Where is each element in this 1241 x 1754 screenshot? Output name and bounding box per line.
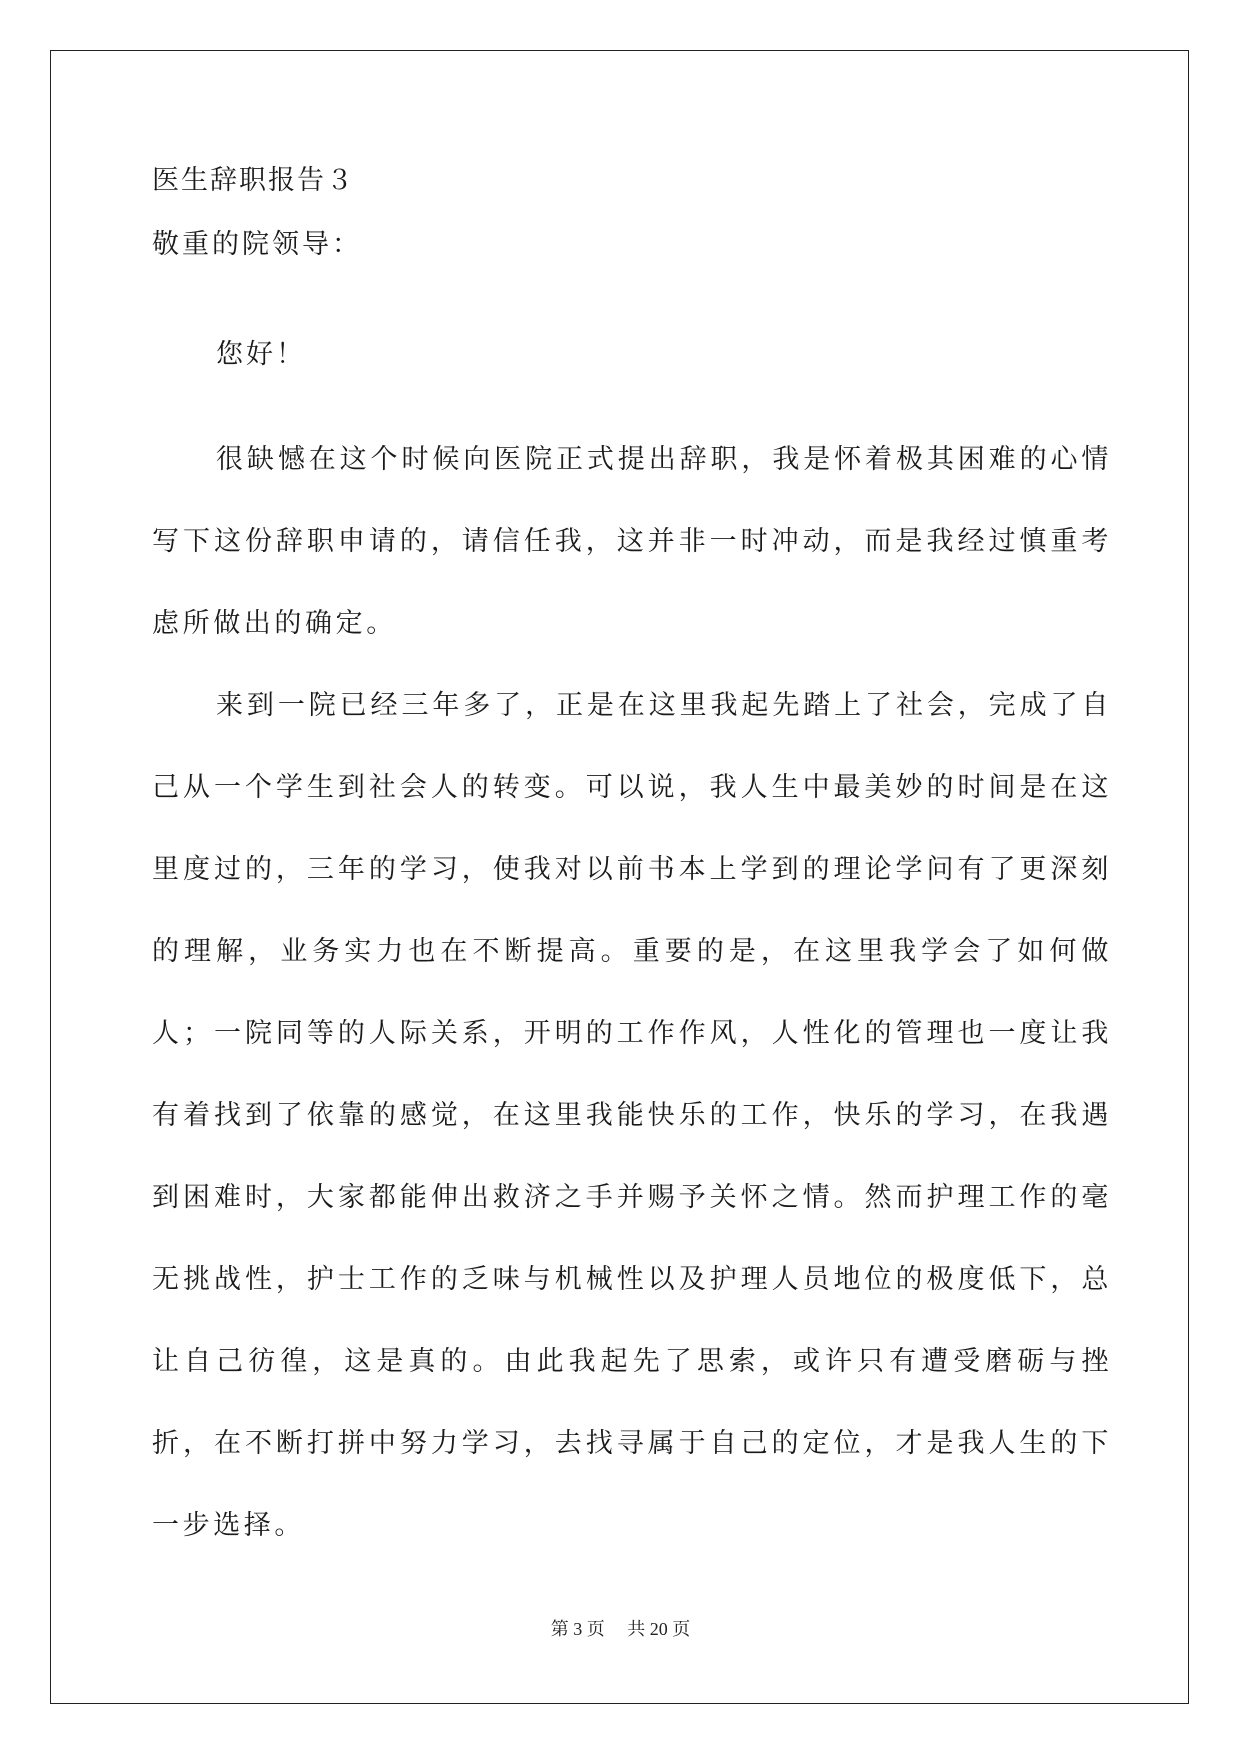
document-title: 医生辞职报告３: [152, 165, 355, 196]
greeting: 您好！: [216, 339, 306, 370]
document-body: [152, 165, 1112, 1541]
paragraph: 来到一院已经三年多了，正是在这里我起先踏上了社会，完成了自己从一个学生到社会人的转变。可以说，我人生中最美妙的时间是在这里度过的，三年的学习，使我对以前书本上学到的理论学问有了更深刻的理解，业务实力也在不断提高。重要的是，在这里我学会了如何做人；一院同等的人际关系，开明的工作作风，人性化的管理也一度让我有着找到了依靠的感觉，在这里我能快乐的工作，快乐的学习，在我遇到困难时，大家都能伸出救济之手并赐予关怀之情。然而护理工作的毫无挑战性，护士工作的乏味与机械性以及护理人员地位的极度低下，总让自己彷徨，这是真的。由此我起先了思索，或许只有遭受磨砺与挫折，在不断打拼中努力学习，去找寻属于自己的定位，才是我人生的下一步选择。: [152, 690, 1112, 1541]
paragraph: 很缺憾在这个时候向医院正式提出辞职，我是怀着极其困难的心情写下这份辞职申请的，请信任我，这并非一时冲动，而是我经过慎重考虑所做出的确定。: [152, 444, 1112, 639]
salutation: 敬重的院领导：: [152, 229, 362, 260]
page-footer: [0, 1618, 1241, 1640]
page-number: 第 3 页 共 20 页: [550, 1619, 691, 1639]
